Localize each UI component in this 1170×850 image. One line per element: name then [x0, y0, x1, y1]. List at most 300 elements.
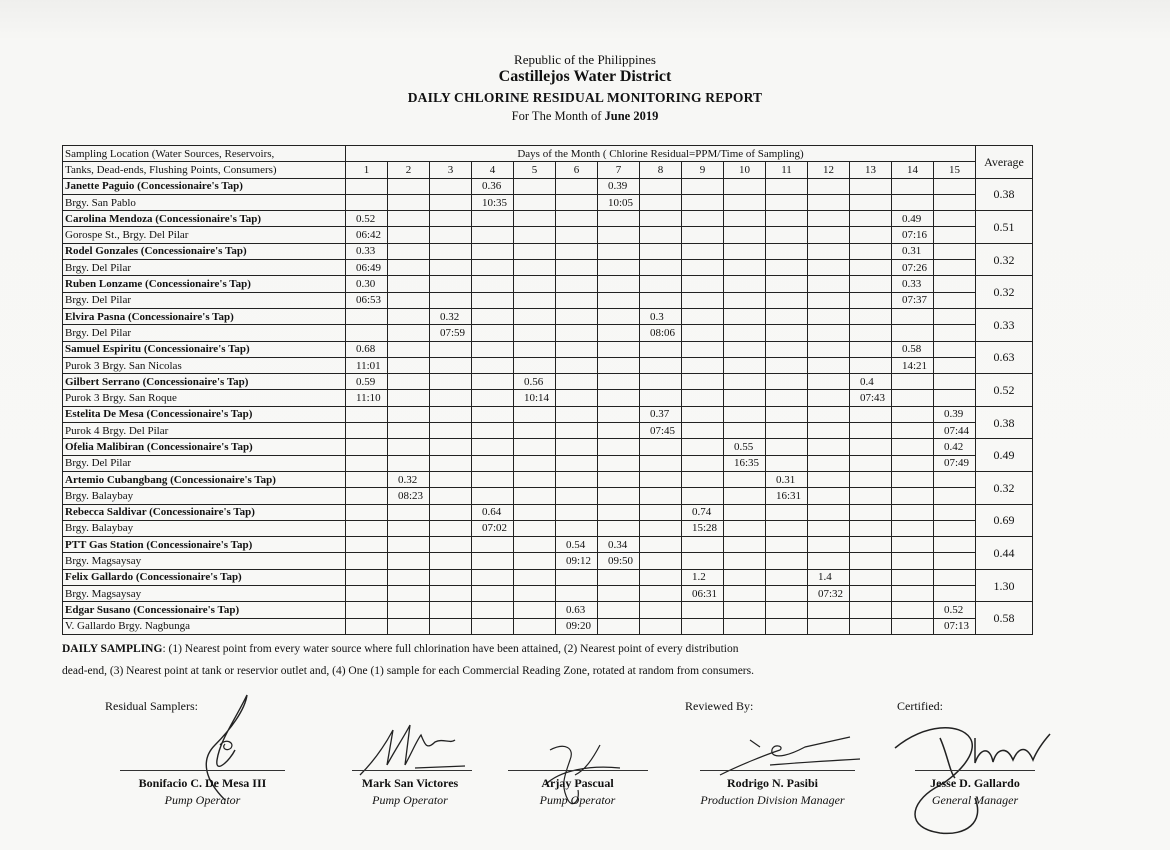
average-value: 0.32	[976, 276, 1033, 309]
sampling-time	[514, 520, 556, 536]
sampling-time	[472, 553, 514, 569]
sampling-time	[514, 553, 556, 569]
sampling-time	[808, 455, 850, 471]
residual-value	[892, 471, 934, 487]
table-row	[63, 618, 1033, 634]
residual-value	[430, 374, 472, 390]
signer-title-4: Production Division Manager	[700, 793, 845, 807]
residual-value	[850, 308, 892, 324]
sampling-time	[850, 488, 892, 504]
residual-value	[598, 211, 640, 227]
residual-value	[514, 406, 556, 422]
residual-value: 0.52	[934, 602, 976, 618]
table-header-row	[63, 162, 1033, 178]
location-header-line1: Sampling Location (Water Sources, Reservoirs,	[63, 146, 346, 162]
residual-value	[850, 406, 892, 422]
day-number: 2	[388, 162, 430, 178]
sampling-note-line2: dead-end, (3) Nearest point at tank or reservior outlet and, (4) One (1) sample for each Commercial Reading Zone, rotated at random from consumers.	[62, 665, 754, 677]
average-value: 0.69	[976, 504, 1033, 537]
header-republic: Republic of the Philippines	[514, 52, 656, 67]
sampling-time	[556, 325, 598, 341]
sampling-time	[430, 423, 472, 439]
sampling-time	[850, 260, 892, 276]
sampling-time	[346, 488, 388, 504]
residual-value	[556, 308, 598, 324]
residual-value	[808, 602, 850, 618]
location-name	[63, 537, 346, 553]
signer-name-4: Rodrigo N. Pasibi	[726, 776, 818, 790]
table-header-row	[63, 146, 1033, 162]
location-place: Brgy. Del Pilar	[63, 455, 346, 471]
residual-value	[472, 243, 514, 259]
sampling-time	[514, 618, 556, 634]
residual-value	[640, 211, 682, 227]
sampling-time	[682, 260, 724, 276]
sampling-time	[850, 618, 892, 634]
residual-value	[430, 569, 472, 585]
sampling-time	[598, 260, 640, 276]
residual-value	[430, 602, 472, 618]
sampling-time	[430, 488, 472, 504]
residual-value	[640, 374, 682, 390]
sampling-time	[472, 260, 514, 276]
sampling-time	[850, 325, 892, 341]
sampling-time: 11:10	[346, 390, 388, 406]
residual-value	[346, 537, 388, 553]
residual-value	[724, 276, 766, 292]
residual-value	[682, 439, 724, 455]
sampling-time	[892, 488, 934, 504]
residual-value	[682, 243, 724, 259]
residual-value	[598, 504, 640, 520]
table-row	[63, 504, 1033, 520]
residual-value	[598, 276, 640, 292]
location-name	[63, 308, 346, 324]
sampling-time	[850, 292, 892, 308]
day-number: 10	[724, 162, 766, 178]
sampling-time	[808, 227, 850, 243]
sampling-time	[934, 390, 976, 406]
sampling-time	[766, 618, 808, 634]
residual-value	[766, 504, 808, 520]
sampling-time: 08:06	[640, 325, 682, 341]
residual-value	[514, 178, 556, 194]
sampling-time	[892, 455, 934, 471]
residual-value	[388, 406, 430, 422]
sampling-time	[640, 618, 682, 634]
average-value: 0.58	[976, 602, 1033, 635]
residual-value	[346, 308, 388, 324]
sampling-time	[346, 586, 388, 602]
signer-name-1: Bonifacio C. De Mesa III	[138, 776, 267, 790]
sampling-time	[388, 194, 430, 210]
residual-value	[724, 341, 766, 357]
sampling-time	[640, 227, 682, 243]
residual-value	[640, 243, 682, 259]
residual-value	[934, 471, 976, 487]
sampling-time: 07:49	[934, 455, 976, 471]
residual-value	[430, 504, 472, 520]
residual-value	[724, 504, 766, 520]
average-value: 0.52	[976, 374, 1033, 407]
residual-value	[430, 439, 472, 455]
sampling-time: 07:32	[808, 586, 850, 602]
sampling-time	[472, 292, 514, 308]
sampling-time	[766, 292, 808, 308]
sampling-time	[682, 227, 724, 243]
residual-value	[472, 439, 514, 455]
residual-value	[472, 308, 514, 324]
residual-value	[640, 276, 682, 292]
location-place: Brgy. Del Pilar	[63, 325, 346, 341]
table-row	[63, 194, 1033, 210]
sampling-time	[934, 488, 976, 504]
table-row	[63, 390, 1033, 406]
sampling-time	[598, 423, 640, 439]
residual-value: 1.4	[808, 569, 850, 585]
residual-value	[934, 211, 976, 227]
signature-line-5	[915, 770, 1035, 771]
residual-value	[472, 406, 514, 422]
residual-value: 0.56	[514, 374, 556, 390]
residual-value	[640, 341, 682, 357]
sampling-time	[724, 618, 766, 634]
residual-value	[892, 504, 934, 520]
sampling-time	[682, 455, 724, 471]
residual-value: 0.37	[640, 406, 682, 422]
location-name-text: Samuel Espiritu (Concessionaire's Tap)	[65, 343, 250, 356]
residual-value	[472, 341, 514, 357]
sampling-time: 10:05	[598, 194, 640, 210]
sampling-time	[430, 520, 472, 536]
sampling-time	[766, 357, 808, 373]
sampling-time	[556, 390, 598, 406]
residual-value	[766, 276, 808, 292]
sampling-time	[430, 586, 472, 602]
signer-title-1: Pump Operator	[164, 793, 241, 807]
residual-value	[514, 308, 556, 324]
sampling-time	[808, 325, 850, 341]
residual-value	[346, 178, 388, 194]
residual-value: 0.33	[346, 243, 388, 259]
residual-value	[430, 211, 472, 227]
residual-value: 0.58	[892, 341, 934, 357]
residual-value	[388, 504, 430, 520]
location-name-text: Rodel Gonzales (Concessionaire's Tap)	[65, 245, 247, 258]
table-row	[63, 325, 1033, 341]
table-row	[63, 520, 1033, 536]
sampling-time	[934, 260, 976, 276]
sampling-time	[766, 260, 808, 276]
sampling-time	[598, 357, 640, 373]
sampling-time	[346, 553, 388, 569]
sampling-time	[514, 325, 556, 341]
residual-value	[808, 374, 850, 390]
residual-value	[640, 178, 682, 194]
sampling-time	[556, 455, 598, 471]
sampling-time	[346, 455, 388, 471]
sampling-time	[808, 488, 850, 504]
sampling-time	[724, 357, 766, 373]
chlorine-residual-table	[62, 145, 1033, 635]
sampling-time	[724, 488, 766, 504]
residual-value	[766, 211, 808, 227]
residual-value	[346, 471, 388, 487]
residual-value	[472, 211, 514, 227]
residual-value	[640, 439, 682, 455]
residual-value	[556, 504, 598, 520]
signer-name-2: Mark San Victores	[361, 776, 459, 790]
sampling-time	[892, 325, 934, 341]
sampling-time	[388, 357, 430, 373]
sampling-time	[640, 586, 682, 602]
sampling-time	[766, 325, 808, 341]
location-name-text: Ruben Lonzame (Concessionaire's Tap)	[65, 278, 251, 291]
sampling-time	[766, 553, 808, 569]
signer-name-5: Jesse D. Gallardo	[930, 776, 1020, 790]
location-name	[63, 374, 346, 390]
sampling-time: 07:02	[472, 520, 514, 536]
sampling-time: 14:21	[892, 357, 934, 373]
sampling-time	[598, 520, 640, 536]
sampling-time: 10:35	[472, 194, 514, 210]
residual-value	[556, 341, 598, 357]
residual-value	[682, 406, 724, 422]
residual-value	[682, 211, 724, 227]
residual-value: 1.2	[682, 569, 724, 585]
residual-value	[514, 439, 556, 455]
residual-value	[430, 276, 472, 292]
sampling-time	[766, 194, 808, 210]
sampling-time	[682, 488, 724, 504]
sampling-time	[808, 390, 850, 406]
residual-value	[682, 537, 724, 553]
sampling-time	[556, 227, 598, 243]
average-value: 1.30	[976, 569, 1033, 602]
residual-value	[808, 537, 850, 553]
sampling-time	[808, 520, 850, 536]
sampling-time	[892, 520, 934, 536]
table-row	[63, 586, 1033, 602]
sampling-time	[892, 586, 934, 602]
residual-value	[682, 471, 724, 487]
sampling-time	[892, 618, 934, 634]
sampling-time: 07:16	[892, 227, 934, 243]
residual-value	[388, 439, 430, 455]
residual-value	[472, 537, 514, 553]
residual-value	[514, 537, 556, 553]
residual-value	[850, 439, 892, 455]
table-row	[63, 178, 1033, 194]
residual-value: 0.63	[556, 602, 598, 618]
day-number: 1	[346, 162, 388, 178]
residual-value	[346, 569, 388, 585]
sampling-time	[346, 325, 388, 341]
sampling-time	[430, 553, 472, 569]
sampling-time	[766, 520, 808, 536]
sampling-time	[850, 357, 892, 373]
sampling-time	[556, 292, 598, 308]
sampling-time	[640, 260, 682, 276]
table-row	[63, 292, 1033, 308]
sampling-time	[556, 586, 598, 602]
sampling-time	[934, 520, 976, 536]
residual-value	[430, 243, 472, 259]
sampling-time: 08:23	[388, 488, 430, 504]
sampling-time	[640, 520, 682, 536]
sampling-time: 07:26	[892, 260, 934, 276]
table-row	[63, 260, 1033, 276]
average-value: 0.51	[976, 211, 1033, 244]
residual-value	[766, 602, 808, 618]
sampling-time	[388, 455, 430, 471]
location-place: Brgy. Magsaysay	[63, 553, 346, 569]
sampling-time	[850, 194, 892, 210]
sampling-time	[430, 260, 472, 276]
location-place: Purok 4 Brgy. Del Pilar	[63, 423, 346, 439]
residual-value	[724, 308, 766, 324]
residual-value	[934, 569, 976, 585]
location-name-text: Edgar Susano (Concessionaire's Tap)	[65, 603, 240, 616]
location-name-text: Estelita De Mesa (Concessionaire's Tap)	[65, 408, 253, 421]
sampling-time	[388, 227, 430, 243]
day-number: 14	[892, 162, 934, 178]
sampling-time: 07:59	[430, 325, 472, 341]
residual-value	[514, 211, 556, 227]
residual-value	[724, 243, 766, 259]
table-row	[63, 553, 1033, 569]
sampling-time	[850, 423, 892, 439]
sampling-time	[556, 194, 598, 210]
residual-value	[640, 471, 682, 487]
sampling-time	[682, 194, 724, 210]
residual-value	[766, 537, 808, 553]
residual-value	[388, 178, 430, 194]
residual-value	[556, 471, 598, 487]
sampling-time: 15:28	[682, 520, 724, 536]
sampling-time: 11:01	[346, 357, 388, 373]
day-number: 4	[472, 162, 514, 178]
residual-value	[934, 374, 976, 390]
sampling-time	[598, 325, 640, 341]
sampling-time	[724, 260, 766, 276]
location-name	[63, 406, 346, 422]
residual-value	[766, 341, 808, 357]
sampling-time	[472, 455, 514, 471]
sampling-time	[556, 423, 598, 439]
sampling-note-line1: DAILY SAMPLING: (1) Nearest point from every water source where full chlorination have been attained, (2) Nearest point of every distribution	[62, 643, 739, 655]
signature-line-1	[120, 770, 285, 771]
average-value: 0.38	[976, 406, 1033, 439]
residual-value	[682, 308, 724, 324]
sampling-time: 07:37	[892, 292, 934, 308]
residual-value	[472, 602, 514, 618]
day-number: 9	[682, 162, 724, 178]
residual-value	[934, 243, 976, 259]
sampling-time	[808, 292, 850, 308]
location-place: Brgy. San Pablo	[63, 194, 346, 210]
sampling-time	[640, 194, 682, 210]
sampling-time	[556, 357, 598, 373]
signer-title-2: Pump Operator	[372, 793, 448, 807]
sampling-time	[892, 423, 934, 439]
location-name-text: Rebecca Saldivar (Concessionaire's Tap)	[65, 506, 255, 519]
residual-value: 0.36	[472, 178, 514, 194]
residual-value	[472, 569, 514, 585]
residual-value	[346, 439, 388, 455]
sampling-time	[514, 227, 556, 243]
sampling-time	[640, 292, 682, 308]
day-number: 11	[766, 162, 808, 178]
residual-value: 0.32	[430, 308, 472, 324]
sampling-time	[514, 488, 556, 504]
sampling-time	[598, 488, 640, 504]
residual-value	[640, 602, 682, 618]
sampling-time	[850, 586, 892, 602]
sampling-time	[808, 260, 850, 276]
sampling-time: 06:31	[682, 586, 724, 602]
sampling-time: 07:44	[934, 423, 976, 439]
table-row	[63, 488, 1033, 504]
report-month: For The Month of June 2019	[511, 109, 659, 123]
residual-value	[850, 471, 892, 487]
location-name-text: Gilbert Serrano (Concessionaire's Tap)	[65, 375, 249, 388]
table-row	[63, 276, 1033, 292]
sampling-time	[346, 618, 388, 634]
sampling-time	[640, 553, 682, 569]
sampling-time	[724, 586, 766, 602]
sampling-time	[346, 520, 388, 536]
sampling-time	[682, 325, 724, 341]
sampling-time	[766, 586, 808, 602]
location-name	[63, 341, 346, 357]
residual-value: 0.74	[682, 504, 724, 520]
location-place: Purok 3 Brgy. San Nicolas	[63, 357, 346, 373]
sampling-time	[598, 292, 640, 308]
average-value: 0.32	[976, 471, 1033, 504]
location-name-text: Elvira Pasna (Concessionaire's Tap)	[65, 310, 234, 323]
residual-value	[514, 341, 556, 357]
residual-value	[724, 406, 766, 422]
sampling-time	[556, 488, 598, 504]
location-name-text: Ofelia Malibiran (Concessionaire's Tap)	[65, 440, 253, 453]
residual-value	[556, 439, 598, 455]
location-name	[63, 211, 346, 227]
residual-value	[892, 602, 934, 618]
residual-value: 0.55	[724, 439, 766, 455]
sampling-time	[556, 260, 598, 276]
sampling-time	[472, 586, 514, 602]
sampling-time	[430, 292, 472, 308]
table-row	[63, 406, 1033, 422]
sampling-time	[892, 553, 934, 569]
sampling-time	[640, 488, 682, 504]
sampling-time	[430, 194, 472, 210]
sampling-time: 06:53	[346, 292, 388, 308]
day-number: 7	[598, 162, 640, 178]
residual-value	[472, 374, 514, 390]
average-header: Average	[976, 146, 1033, 179]
residual-value	[682, 374, 724, 390]
residual-value	[808, 211, 850, 227]
residual-value	[766, 178, 808, 194]
sampling-time	[850, 227, 892, 243]
sampling-time	[724, 553, 766, 569]
sampling-time	[514, 423, 556, 439]
location-name	[63, 504, 346, 520]
sampling-time	[346, 194, 388, 210]
signature-line-2	[352, 770, 472, 771]
